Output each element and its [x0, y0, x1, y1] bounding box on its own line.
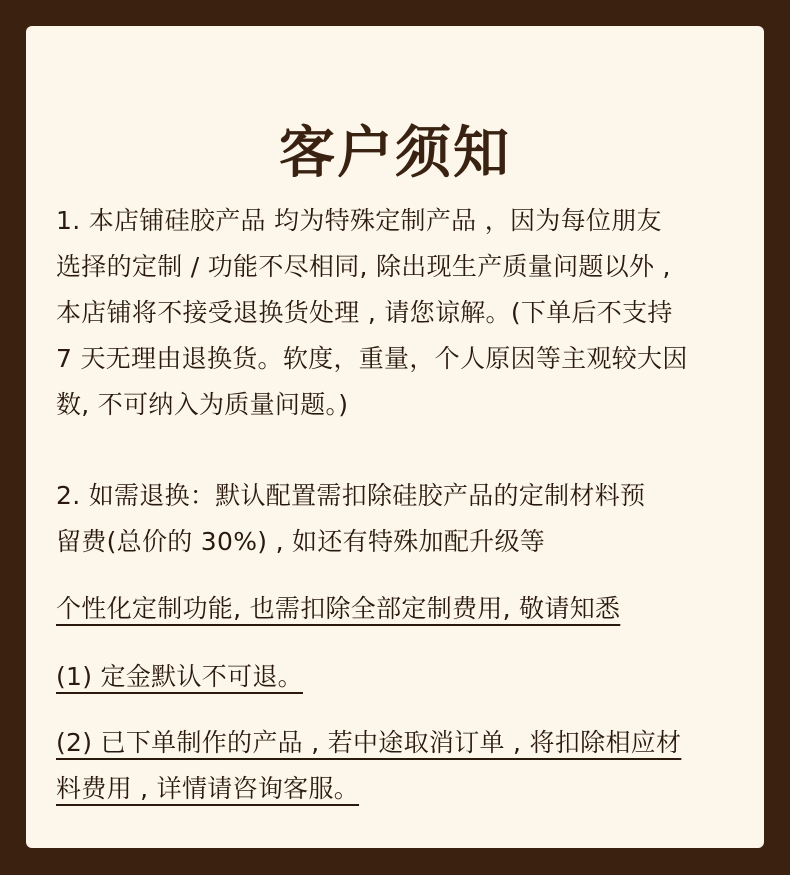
notice-line [56, 766, 736, 812]
underlined-text: (1) 定金默认不可退。 [56, 662, 303, 691]
underlined-text: 个性化定制功能, 也需扣除全部定制费用, 敬请知悉 [56, 594, 621, 623]
underlined-text: 料费用 , 详情请咨询客服。 [56, 774, 360, 803]
notice-item-cancellation [56, 720, 736, 812]
notice-title: 客户须知 [279, 121, 511, 186]
notice-line: 本店铺将不接受退换货处理 , 请您谅解。(下单后不支持 [56, 298, 673, 327]
notice-line [56, 586, 736, 632]
notice-line [56, 720, 736, 766]
notice-line: 数, 不可纳入为质量问题。) [56, 390, 349, 419]
notice-line: 7 天无理由退换货。软度，重量，个人原因等主观较大因 [56, 344, 688, 373]
notice-line: 2. 如需退换：默认配置需扣除硅胶产品的定制材料预 [56, 481, 646, 510]
underlined-text: (2) 已下单制作的产品 , 若中途取消订单 , 将扣除相应材 [56, 728, 682, 757]
notice-item-deposit [56, 654, 736, 700]
notice-item-return-policy [56, 198, 736, 428]
notice-line: 1. 本店铺硅胶产品 均为特殊定制产品 ，因为每位朋友 [56, 206, 662, 235]
notice-line [56, 654, 736, 700]
notice-item-exchange-fee [56, 473, 736, 565]
notice-line: 选择的定制 / 功能不尽相同, 除出现生产质量问题以外 , [56, 252, 671, 281]
notice-card [26, 26, 764, 848]
notice-line: 留费(总价的 30%) , 如还有特殊加配升级等 [56, 527, 546, 556]
notice-item-custom-fee [56, 586, 736, 632]
